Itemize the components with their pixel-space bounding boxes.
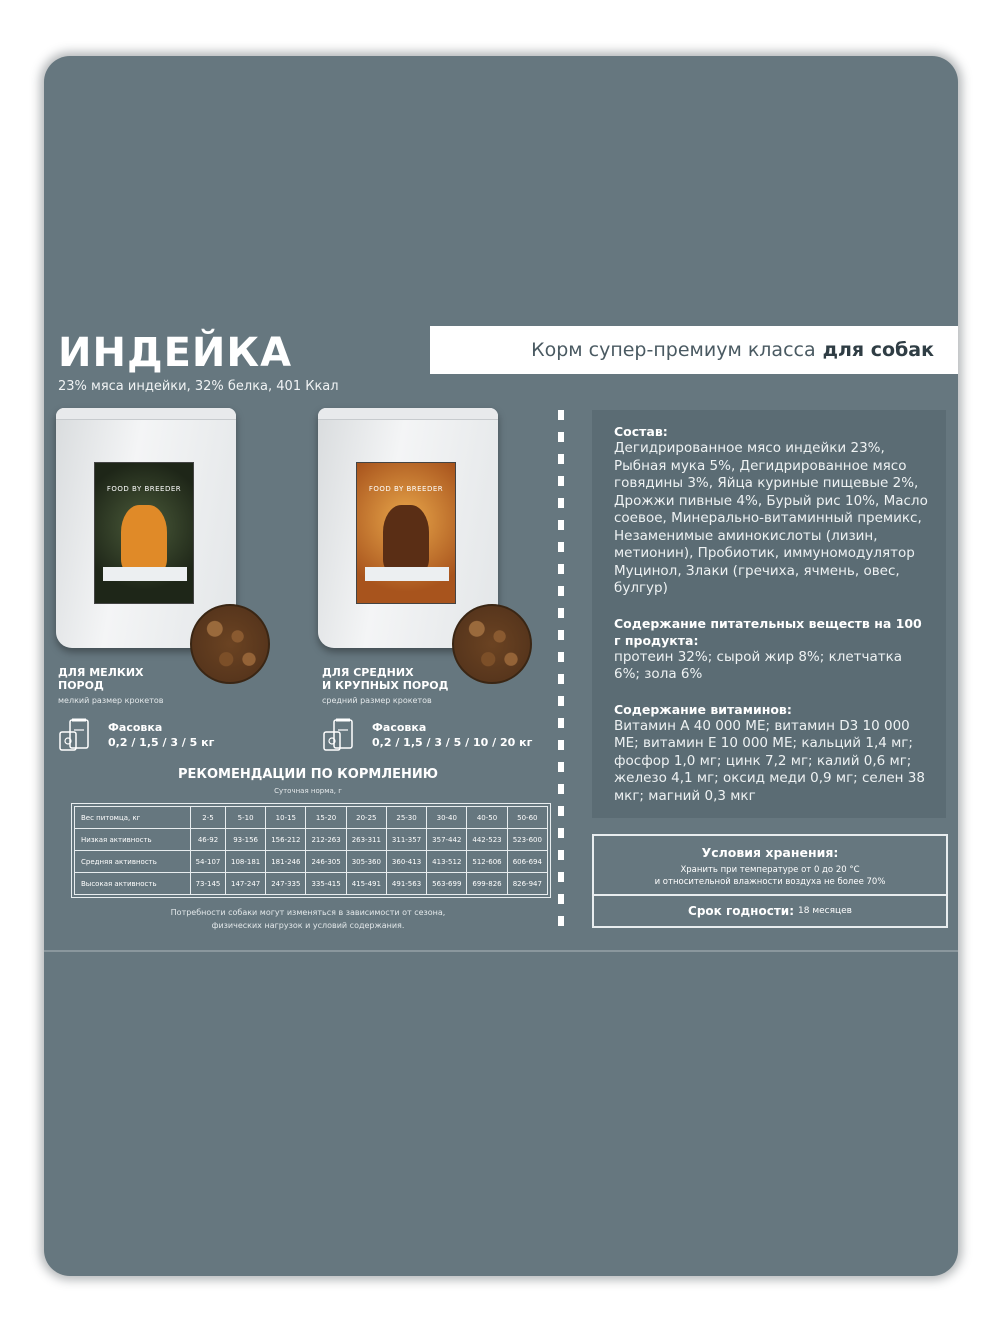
table-cell: 20-25 [346,807,386,829]
table-cell: 826-947 [507,873,547,895]
package-icon [58,718,90,752]
table-cell: 2-5 [191,807,226,829]
table-cell: 181-246 [266,851,306,873]
shelf-life-heading: Срок годности: [688,904,794,918]
pack-label: Фасовка [108,721,163,734]
table-row [75,851,548,873]
feeding-title: РЕКОМЕНДАЦИИ ПО КОРМЛЕНИЮ [177,767,439,782]
product-title-line1: ДЛЯ МЕЛКИХ [58,666,144,679]
product-subtitle-large: средний размер крокетов [322,696,432,705]
table-cell: 212-263 [306,829,346,851]
bag-label [94,462,194,604]
pack-values: 0,2 / 1,5 / 3 / 5 кг [108,736,215,749]
dog-photo [121,505,167,573]
kibble-image [190,604,270,684]
table-cell: 415-491 [346,873,386,895]
table-cell: 335-415 [306,873,346,895]
bag-label [356,462,456,604]
table-cell: 50-60 [507,807,547,829]
table-cell: 30-40 [427,807,467,829]
composition-text: Дегидрированное мясо индейки 23%, Рыбная мука 5%, Дегидрированное мясо говядины 3%, Яйца куриные пищевые 2%, Дрожжи пивные 4%, Бурый рис 10%, Масло соевое, Минерально-витаминный премикс, Незаменимые аминокислоты (лизин, метионин), Пробиотик, иммуномодулятор Муцинол, Злаки (гречиха, ячмень, овес, булгур) [614,440,928,596]
table-cell: 311-357 [386,829,426,851]
shelf-life-box [592,896,948,928]
vitamins-heading: Содержание витаминов: [614,701,792,717]
table-cell: 491-563 [386,873,426,895]
vertical-dotted-divider [558,410,564,930]
table-cell: 413-512 [427,851,467,873]
tagline-regular: Корм супер-премиум класса [531,339,816,361]
table-cell: 360-413 [386,851,426,873]
product-title-line2: И КРУПНЫХ ПОРОД [322,679,449,692]
table-row-header: Высокая активность [75,873,191,895]
table-cell: 246-305 [306,851,346,873]
table-cell: 5-10 [226,807,266,829]
storage-box [592,834,948,896]
table-cell: 147-247 [226,873,266,895]
dog-photo [383,505,429,573]
table-cell: 93-156 [226,829,266,851]
table-row-header: Вес питомца, кг [75,807,191,829]
table-cell: 563-699 [427,873,467,895]
package-icon [322,718,354,752]
tagline-bold: для собак [822,339,934,361]
table-cell: 247-335 [266,873,306,895]
section-divider [44,950,958,952]
table-cell: 108-181 [226,851,266,873]
kibble-image [452,604,532,684]
bag-label-strip [365,567,449,581]
table-cell: 357-442 [427,829,467,851]
storage-heading: Условия хранения: [701,845,839,860]
table-cell: 523-600 [507,829,547,851]
table-cell: 40-50 [467,807,507,829]
feeding-note-line1: Потребности собаки могут изменяться в зависимости от сезона, [170,908,446,917]
bag-brand: FOOD BY BREEDER [106,485,182,493]
bag-label-strip [103,567,187,581]
feeding-note [58,906,558,932]
bag-brand: FOOD BY BREEDER [368,485,444,493]
table-cell: 606-694 [507,851,547,873]
product-title-small [58,666,144,692]
feeding-note-line2: физических нагрузок и условий содержания. [211,921,405,930]
storage-line1: Хранить при температуре от 0 до 20 °С [680,865,860,875]
composition-heading: Состав: [614,424,668,439]
product-subtitle: 23% мяса индейки, 32% белка, 401 Ккал [58,379,339,394]
pack-values: 0,2 / 1,5 / 3 / 5 / 10 / 20 кг [372,736,533,749]
bag-seal [56,408,236,420]
vitamins-text: Витамин А 40 000 МЕ; витамин D3 10 000 МЕ; витамин Е 10 000 МЕ; кальций 1,4 мг; фосфор 1,0 мг; цинк 7,2 мг; калий 0,6 мг; железо 4,1 мг; оксид меди 0,9 мг; селен 38 мкг; магний 0,3 мкг [614,717,925,804]
product-title-large [322,666,448,692]
product-subtitle-small: мелкий размер крокетов [58,696,164,705]
table-cell: 156-212 [266,829,306,851]
nutrients-text: протеин 32%; сырой жир 8%; клетчатка 6%; зола 6% [614,648,903,682]
feeding-table [74,806,548,895]
table-row-header: Средняя активность [75,851,191,873]
table-cell: 46-92 [191,829,226,851]
table-cell: 25-30 [386,807,426,829]
product-title-line1: ДЛЯ СРЕДНИХ [322,666,414,679]
product-title-line2: ПОРОД [58,679,104,692]
table-row [75,807,548,829]
feeding-subtitle: Суточная норма, г [274,787,342,795]
table-cell: 73-145 [191,873,226,895]
shelf-life-value: 18 месяцев [798,906,852,916]
product-title: ИНДЕЙКА [58,330,293,376]
table-cell: 512-606 [467,851,507,873]
table-cell: 54-107 [191,851,226,873]
table-cell: 699-826 [467,873,507,895]
table-row-header: Низкая активность [75,829,191,851]
table-cell: 305-360 [346,851,386,873]
nutrients-heading: Содержание питательных веществ на 100 г продукта: [614,615,922,648]
table-row [75,873,548,895]
storage-line2: и относительной влажности воздуха не более 70% [654,877,886,887]
tagline-banner [430,326,958,374]
table-row [75,829,548,851]
table-cell: 263-311 [346,829,386,851]
composition-panel [592,410,946,818]
bag-seal [318,408,498,420]
table-cell: 10-15 [266,807,306,829]
table-cell: 15-20 [306,807,346,829]
pack-label: Фасовка [372,721,427,734]
table-cell: 442-523 [467,829,507,851]
